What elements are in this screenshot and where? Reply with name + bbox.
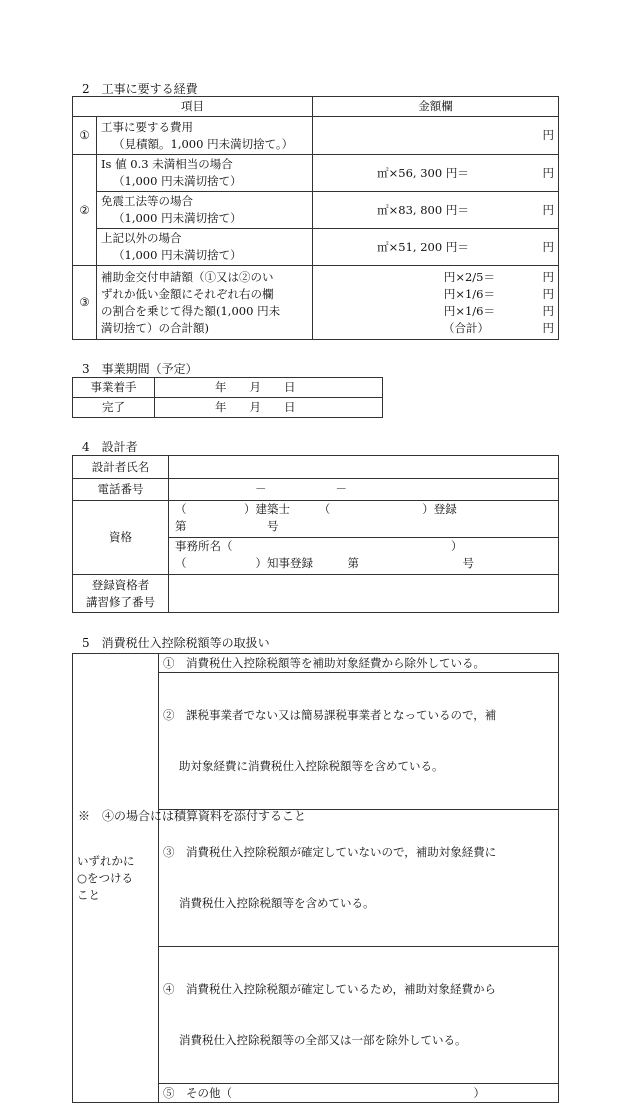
tax-instruction-line: いずれかに [77,853,135,868]
tax-option-line: ② 課税事業者でない又は簡易課税事業者となっているので，補 [163,708,497,722]
yen-unit: 円 [542,303,554,318]
qualification-line: （ ）知事登録 第 号 [175,556,474,570]
designer-table [72,455,559,613]
row-item-line: ずれか低い金額にそれぞれ右の欄 [101,286,274,301]
period-table [72,377,383,418]
designer-name-label: 設計者氏名 [73,456,169,479]
tax-table [72,653,559,1103]
tax-instruction-line: こと [77,887,100,902]
qualification-line: （ ）建築士 （ ）登録 [175,502,457,516]
qualification-line: 第 号 [175,519,279,533]
section-3-heading: 3 事業期間（予定） [82,362,198,376]
amount-cell [313,229,559,266]
row-item-line: 補助金交付申請額（①又は②のい [101,269,274,284]
amount-formula: ㎡×83, 800 円＝ [377,202,469,217]
qualification-label: 資格 [73,501,169,575]
amount-cell [313,155,559,192]
period-date: 年 月 日 [155,398,383,418]
row-item-line: （1,000 円未満切捨て） [113,211,242,225]
row-item [97,229,313,266]
row-number: ① [73,117,97,155]
tax-option-line: 助対象経費に消費税仕入控除税額等を含めている。 [179,759,444,773]
amount-cell: 円 [313,117,559,155]
registration-label-line: 講習修了番号 [86,594,155,609]
amount-cell [313,266,559,340]
tax-option-line: ⑤ その他（ ） [163,1085,485,1100]
section-2-heading: 2 工事に要する経費 [82,82,198,96]
row-item-line: （見積額。1,000 円未満切捨て。） [113,136,294,151]
period-label: 完了 [73,398,155,418]
row-item [97,266,313,340]
section-5-heading: 5 消費税仕入控除税額等の取扱い [82,636,270,650]
qualification-field[interactable] [169,501,559,575]
amount-formula: 円×2/5＝ [443,269,495,284]
section-4-heading: 4 設計者 [82,440,138,454]
tax-option[interactable] [159,654,559,673]
yen-unit: 円 [542,239,554,254]
phone-label: 電話番号 [73,479,169,501]
row-item-line: 上記以外の場合 [101,231,182,245]
col-header-item: 項目 [73,97,313,117]
registration-label [73,575,169,613]
tax-option-line: ④ 消費税仕入控除税額が確定しているため，補助対象経費から [163,982,497,996]
yen-unit: 円 [542,269,554,284]
row-item-line: 免震工法等の場合 [101,194,193,208]
row-item [97,155,313,192]
row-item [97,117,313,155]
row-item-line: Is 値 0.3 未満相当の場合 [101,157,233,171]
tax-option-line: 消費税仕入控除税額等を含めている。 [179,896,375,910]
amount-formula: ㎡×56, 300 円＝ [377,165,469,180]
registration-label-line: 登録資格者 [91,577,150,592]
phone-field[interactable]: － － [169,479,559,501]
tax-instruction [73,654,159,1103]
yen-unit: 円 [542,286,554,301]
amount-formula: 円×1/6＝ [443,303,495,318]
yen-unit: 円 [542,320,554,335]
row-item-line: （1,000 円未満切捨て） [113,248,242,262]
tax-option[interactable] [159,810,559,947]
row-item [97,192,313,229]
col-header-amount: 金額欄 [313,97,559,117]
tax-option[interactable] [159,1084,559,1103]
registration-field[interactable] [169,575,559,613]
yen-unit: 円 [542,165,554,180]
tax-option-line: ① 消費税仕入控除税額等を補助対象経費から除外している。 [163,655,485,670]
row-item-line: 満切捨て）の合計額) [101,320,209,335]
tax-option-line: ③ 消費税仕入控除税額が確定していないので，補助対象経費に [163,845,497,859]
tax-option-line: 消費税仕入控除税額等の全部又は一部を除外している。 [179,1033,467,1047]
tax-instruction-line: ○をつける [77,870,134,885]
footnote: ※ ④の場合には積算資料を添付すること [78,809,307,823]
row-item-line: （1,000 円未満切捨て） [113,174,242,188]
designer-name-field[interactable] [169,456,559,479]
cost-table [72,96,559,340]
qualification-line: 事務所名（ ） [175,539,463,553]
amount-formula: ㎡×51, 200 円＝ [377,239,469,254]
tax-option[interactable] [159,673,559,810]
period-date: 年 月 日 [155,378,383,398]
yen-unit: 円 [542,202,554,217]
row-number: ③ [73,266,97,340]
row-item-line: の割合を乗じて得た額(1,000 円未 [101,303,281,318]
row-item-line: 工事に要する費用 [101,119,193,134]
amount-cell [313,192,559,229]
amount-formula: 円×1/6＝ [443,286,495,301]
period-label: 事業着手 [73,378,155,398]
tax-option[interactable] [159,947,559,1084]
row-number: ② [73,155,97,266]
amount-formula: （合計） [443,320,489,335]
